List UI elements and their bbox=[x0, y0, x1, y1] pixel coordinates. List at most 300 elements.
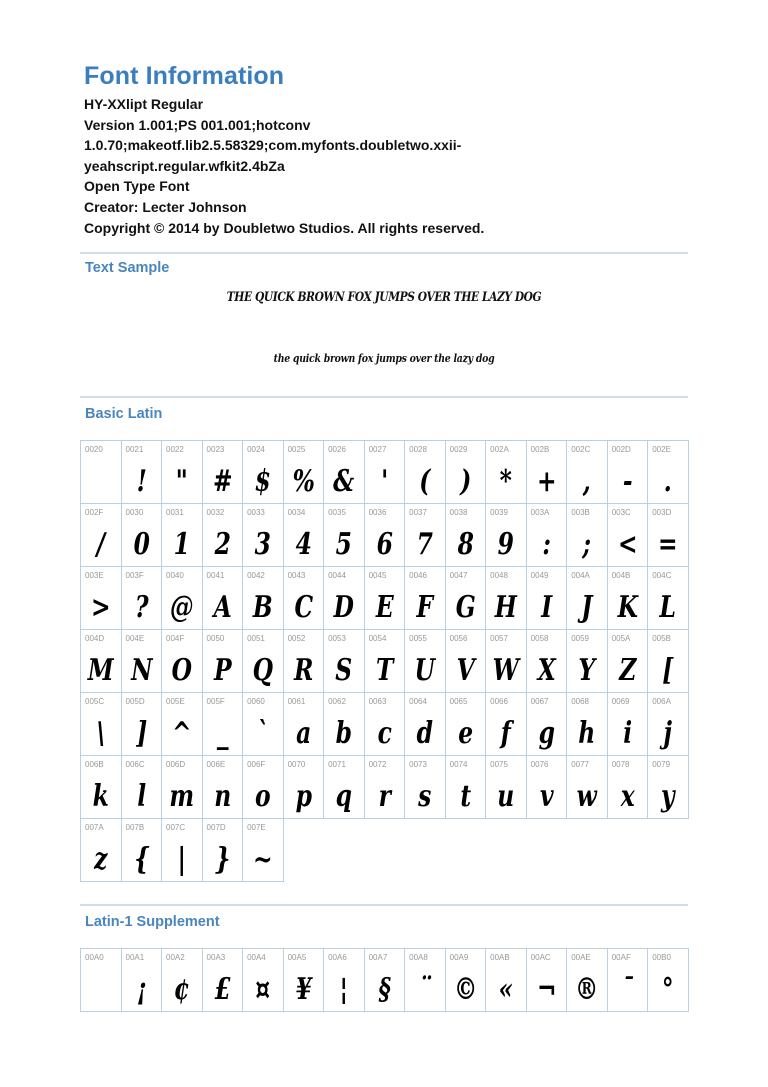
glyph-code: 002D bbox=[611, 445, 631, 454]
glyph-code: 00A9 bbox=[449, 953, 469, 962]
font-version-cont2: yeahscript.regular.wfkit2.4bZa bbox=[84, 157, 285, 174]
glyph-code: 002F bbox=[85, 508, 104, 517]
glyph-code: 00AE bbox=[571, 953, 591, 962]
glyph-cell bbox=[527, 504, 568, 567]
glyph-cell bbox=[81, 819, 122, 882]
glyph-cell bbox=[365, 949, 406, 1012]
glyph-sample: t bbox=[459, 779, 471, 814]
glyph-cell bbox=[527, 567, 568, 630]
glyph-code: 00A6 bbox=[328, 953, 347, 962]
glyph-sample: U bbox=[414, 653, 436, 688]
glyph-cell bbox=[486, 949, 527, 1012]
glyph-code: 0021 bbox=[125, 445, 144, 454]
glyph-cell bbox=[446, 949, 487, 1012]
glyph-sample: q bbox=[335, 779, 353, 814]
glyph-cell bbox=[81, 693, 122, 756]
glyph-code: 00AC bbox=[530, 953, 551, 962]
glyph-code: 0057 bbox=[490, 634, 508, 643]
glyph-sample: B bbox=[252, 590, 273, 625]
glyph-sample: m bbox=[169, 779, 195, 814]
glyph-code: 0040 bbox=[166, 571, 184, 580]
glyph-code: 0031 bbox=[166, 508, 184, 517]
glyph-code: 0063 bbox=[368, 697, 387, 706]
glyph-sample: 2 bbox=[214, 527, 231, 562]
glyph-code: 0064 bbox=[409, 697, 427, 706]
glyph-cell bbox=[608, 756, 649, 819]
sample-lowercase: the quick brown fox jumps over the lazy dog bbox=[273, 352, 495, 365]
glyph-sample: L bbox=[659, 590, 677, 625]
glyph-code: 0039 bbox=[490, 508, 508, 517]
glyph-code: 007A bbox=[85, 823, 104, 832]
glyph-sample: § bbox=[378, 972, 391, 1007]
glyph-sample: ° bbox=[662, 972, 674, 1007]
glyph-code: 004F bbox=[166, 634, 185, 643]
glyph-sample: ¯ bbox=[621, 972, 634, 1007]
glyph-cell bbox=[324, 567, 365, 630]
glyph-cell bbox=[162, 567, 203, 630]
glyph-cell bbox=[486, 693, 527, 756]
glyph-sample: ¢ bbox=[173, 972, 190, 1007]
glyph-code: 007B bbox=[125, 823, 145, 832]
glyph-sample: Q bbox=[252, 653, 274, 688]
glyph-sample: £ bbox=[214, 972, 231, 1007]
glyph-sample: ¥ bbox=[295, 972, 312, 1007]
glyph-sample: \ bbox=[96, 716, 106, 751]
glyph-cell bbox=[324, 630, 365, 693]
glyph-cell bbox=[203, 756, 244, 819]
section-heading-latin1: Latin-1 Supplement bbox=[85, 914, 220, 930]
glyph-cell bbox=[324, 441, 365, 504]
glyph-cell bbox=[405, 756, 446, 819]
glyph-cell bbox=[284, 949, 325, 1012]
glyph-sample: f bbox=[500, 716, 511, 751]
glyph-sample: N bbox=[130, 653, 152, 688]
glyph-sample: ¤ bbox=[255, 972, 271, 1007]
glyph-cell bbox=[122, 949, 163, 1012]
glyph-cell bbox=[567, 949, 608, 1012]
glyph-code: 0073 bbox=[409, 760, 427, 769]
glyph-code: 0050 bbox=[206, 634, 225, 643]
glyph-sample: } bbox=[214, 842, 230, 877]
glyph-cell bbox=[648, 567, 689, 630]
glyph-cell bbox=[122, 504, 163, 567]
glyph-code: 0076 bbox=[530, 760, 549, 769]
glyph-code: 00A2 bbox=[166, 953, 185, 962]
glyph-cell bbox=[527, 949, 568, 1012]
glyph-sample: { bbox=[133, 842, 149, 877]
glyph-sample: 1 bbox=[173, 527, 190, 562]
glyph-cell bbox=[243, 441, 284, 504]
glyph-cell bbox=[567, 693, 608, 756]
glyph-code: 0024 bbox=[247, 445, 265, 454]
glyph-sample: w bbox=[576, 779, 598, 814]
glyph-cell bbox=[486, 630, 527, 693]
glyph-code: 00AF bbox=[611, 953, 631, 962]
glyph-cell bbox=[365, 756, 406, 819]
glyph-cell bbox=[486, 504, 527, 567]
glyph-code: 00AB bbox=[490, 953, 510, 962]
glyph-cell bbox=[324, 756, 365, 819]
glyph-sample: E bbox=[375, 590, 394, 625]
glyph-sample: 5 bbox=[335, 527, 352, 562]
glyph-cell bbox=[567, 441, 608, 504]
font-version: Version 1.001;PS 001.001;hotconv bbox=[84, 116, 311, 133]
glyph-code: 0074 bbox=[449, 760, 468, 769]
glyph-sample: n bbox=[213, 779, 231, 814]
glyph-code: 0047 bbox=[449, 571, 468, 580]
glyph-cell bbox=[81, 630, 122, 693]
glyph-cell bbox=[405, 441, 446, 504]
glyph-code: 004D bbox=[85, 634, 105, 643]
glyph-sample: z bbox=[94, 842, 108, 877]
glyph-code: 003F bbox=[125, 571, 144, 580]
glyph-sample: ~ bbox=[253, 842, 273, 877]
font-version-cont: 1.0.70;makeotf.lib2.5.58329;com.myfonts.doubletwo.xxii- bbox=[84, 137, 462, 154]
glyph-sample: [ bbox=[662, 653, 674, 688]
glyph-sample: $ bbox=[254, 464, 271, 499]
glyph-sample: W bbox=[492, 653, 520, 688]
glyph-cell bbox=[81, 504, 122, 567]
glyph-code: 0046 bbox=[409, 571, 427, 580]
glyph-cell bbox=[608, 567, 649, 630]
divider bbox=[80, 904, 688, 906]
glyph-cell bbox=[405, 693, 446, 756]
glyph-code: 005F bbox=[206, 697, 225, 706]
glyph-sample: ® bbox=[575, 972, 599, 1007]
glyph-sample: S bbox=[335, 653, 353, 688]
glyph-code: 007D bbox=[206, 823, 226, 832]
glyph-sample: K bbox=[617, 590, 638, 625]
font-name: HY-XXlipt Regular bbox=[84, 96, 204, 112]
glyph-code: 0038 bbox=[449, 508, 468, 517]
glyph-sample: F bbox=[416, 590, 434, 625]
glyph-cell bbox=[446, 630, 487, 693]
glyph-cell bbox=[243, 693, 284, 756]
glyph-cell bbox=[203, 567, 244, 630]
glyph-sample: ' bbox=[380, 464, 388, 499]
glyph-cell bbox=[162, 949, 203, 1012]
glyph-sample: 8 bbox=[457, 527, 474, 562]
glyph-sample: < bbox=[617, 527, 638, 562]
glyph-sample: O bbox=[171, 653, 192, 688]
glyph-sample: b bbox=[335, 716, 353, 751]
glyph-sample: c bbox=[377, 716, 392, 751]
glyph-code: 002B bbox=[530, 445, 550, 454]
glyph-code: 0070 bbox=[287, 760, 306, 769]
glyph-sample: & bbox=[333, 464, 355, 499]
glyph-sample: X bbox=[537, 653, 556, 688]
glyph-code: 0062 bbox=[328, 697, 346, 706]
glyph-sample: x bbox=[620, 779, 635, 814]
glyph-sample: ^ bbox=[171, 716, 192, 751]
glyph-code: 0069 bbox=[611, 697, 630, 706]
glyph-cell bbox=[122, 756, 163, 819]
glyph-code: 0028 bbox=[409, 445, 427, 454]
section-heading-text-sample: Text Sample bbox=[85, 260, 170, 276]
glyph-sample: e bbox=[457, 716, 473, 751]
glyph-sample: o bbox=[255, 779, 271, 814]
glyph-code: 0025 bbox=[287, 445, 306, 454]
glyph-cell bbox=[284, 630, 325, 693]
glyph-code: 00A0 bbox=[85, 953, 104, 962]
glyph-sample: a bbox=[295, 716, 311, 751]
glyph-sample: s bbox=[418, 779, 432, 814]
glyph-cell bbox=[203, 630, 244, 693]
font-type: Open Type Font bbox=[84, 178, 190, 195]
glyph-code: 002C bbox=[571, 445, 591, 454]
glyph-code: 0079 bbox=[652, 760, 671, 769]
glyph-sample: _ bbox=[216, 716, 229, 751]
glyph-cell bbox=[122, 567, 163, 630]
glyph-sample: H bbox=[494, 590, 517, 625]
glyph-code: 00A4 bbox=[247, 953, 266, 962]
glyph-code: 0068 bbox=[571, 697, 589, 706]
glyph-cell bbox=[243, 949, 284, 1012]
glyph-sample: " bbox=[175, 464, 188, 499]
glyph-code: 003A bbox=[530, 508, 550, 517]
glyph-cell bbox=[162, 441, 203, 504]
glyph-code: 0071 bbox=[328, 760, 346, 769]
glyph-cell bbox=[648, 693, 689, 756]
glyph-code: 007E bbox=[247, 823, 266, 832]
glyph-code: 004A bbox=[571, 571, 590, 580]
glyph-sample: J bbox=[581, 590, 593, 625]
glyph-sample: 7 bbox=[416, 527, 434, 562]
glyph-code: 00A8 bbox=[409, 953, 428, 962]
glyph-cell bbox=[608, 630, 649, 693]
glyph-cell bbox=[284, 504, 325, 567]
glyph-code: 0033 bbox=[247, 508, 265, 517]
glyph-code: 00A7 bbox=[368, 953, 388, 962]
glyph-code: 0020 bbox=[85, 445, 103, 454]
glyph-code: 0061 bbox=[287, 697, 306, 706]
glyph-cell bbox=[243, 567, 284, 630]
glyph-cell bbox=[365, 504, 406, 567]
glyph-cell bbox=[608, 693, 649, 756]
glyph-sample: 9 bbox=[497, 527, 515, 562]
glyph-cell bbox=[446, 693, 487, 756]
glyph-sample: © bbox=[453, 972, 478, 1007]
glyph-code: 005A bbox=[611, 634, 631, 643]
glyph-cell bbox=[527, 630, 568, 693]
glyph-cell bbox=[81, 441, 122, 504]
glyph-code: 007C bbox=[166, 823, 186, 832]
glyph-cell bbox=[648, 504, 689, 567]
glyph-code: 006E bbox=[206, 760, 226, 769]
glyph-code: 0026 bbox=[328, 445, 346, 454]
glyph-cell bbox=[122, 819, 163, 882]
glyph-code: 006B bbox=[85, 760, 104, 769]
divider bbox=[80, 252, 688, 254]
glyph-cell bbox=[284, 441, 325, 504]
glyph-sample: g bbox=[538, 716, 555, 751]
glyph-sample: ) bbox=[459, 464, 471, 499]
glyph-cell bbox=[203, 949, 244, 1012]
glyph-code: 0072 bbox=[368, 760, 387, 769]
glyph-cell bbox=[527, 756, 568, 819]
glyph-sample: ; bbox=[582, 527, 592, 562]
glyph-code: 003B bbox=[571, 508, 590, 517]
glyph-code: 003E bbox=[85, 571, 104, 580]
glyph-sample: ? bbox=[134, 590, 149, 625]
glyph-code: 0077 bbox=[571, 760, 589, 769]
glyph-cell bbox=[608, 441, 649, 504]
glyph-cell bbox=[567, 504, 608, 567]
glyph-sample: A bbox=[213, 590, 232, 625]
glyph-cell bbox=[162, 504, 203, 567]
glyph-sample: # bbox=[212, 464, 233, 499]
glyph-sample: p bbox=[295, 779, 312, 814]
glyph-code: 003D bbox=[652, 508, 672, 517]
glyph-code: 002E bbox=[652, 445, 671, 454]
glyph-cell bbox=[527, 693, 568, 756]
glyph-cell bbox=[567, 756, 608, 819]
glyph-sample: : bbox=[542, 527, 551, 562]
glyph-sample: - bbox=[622, 464, 633, 499]
glyph-sample: R bbox=[293, 653, 314, 688]
glyph-sample: , bbox=[582, 464, 592, 499]
glyph-code: 0041 bbox=[206, 571, 225, 580]
glyph-cell bbox=[405, 567, 446, 630]
section-heading-basic-latin: Basic Latin bbox=[85, 406, 163, 422]
glyph-cell bbox=[405, 630, 446, 693]
glyph-cell bbox=[122, 630, 163, 693]
glyph-cell bbox=[203, 441, 244, 504]
glyph-sample: | bbox=[177, 842, 187, 877]
glyph-code: 006A bbox=[652, 697, 671, 706]
glyph-cell bbox=[81, 949, 122, 1012]
glyph-cell bbox=[284, 693, 325, 756]
glyph-code: 0030 bbox=[125, 508, 144, 517]
glyph-code: 005C bbox=[85, 697, 105, 706]
glyph-cell bbox=[324, 693, 365, 756]
glyph-cell bbox=[324, 504, 365, 567]
glyph-cell bbox=[243, 756, 284, 819]
glyph-code: 0023 bbox=[206, 445, 225, 454]
glyph-code: 004B bbox=[611, 571, 631, 580]
sample-uppercase: THE QUICK BROWN FOX JUMPS OVER THE LAZY DOG bbox=[226, 290, 542, 305]
glyph-sample: D bbox=[333, 590, 354, 625]
glyph-cell bbox=[365, 441, 406, 504]
glyph-sample: ¨ bbox=[419, 972, 431, 1007]
glyph-sample: ¦ bbox=[339, 972, 349, 1007]
glyph-sample: l bbox=[136, 779, 146, 814]
glyph-cell bbox=[365, 693, 406, 756]
glyph-sample: + bbox=[536, 464, 557, 499]
glyph-sample: 6 bbox=[376, 527, 393, 562]
glyph-code: 0053 bbox=[328, 634, 346, 643]
glyph-cell bbox=[122, 441, 163, 504]
glyph-sample: I bbox=[540, 590, 552, 625]
glyph-code: 0052 bbox=[287, 634, 306, 643]
glyph-sample: 0 bbox=[133, 527, 150, 562]
glyph-cell bbox=[365, 567, 406, 630]
glyph-sample: @ bbox=[170, 590, 194, 625]
glyph-cell bbox=[527, 441, 568, 504]
glyph-sample: ( bbox=[419, 464, 431, 499]
glyph-code: 0048 bbox=[490, 571, 508, 580]
glyph-code: 0022 bbox=[166, 445, 184, 454]
glyph-cell bbox=[122, 693, 163, 756]
glyph-code: 006C bbox=[125, 760, 145, 769]
glyph-code: 00A3 bbox=[206, 953, 226, 962]
glyph-cell bbox=[365, 630, 406, 693]
glyph-code: 005D bbox=[125, 697, 145, 706]
glyph-sample: d bbox=[416, 716, 434, 751]
font-creator: Creator: Lecter Johnson bbox=[84, 198, 247, 215]
glyph-sample: v bbox=[539, 779, 554, 814]
glyph-sample: / bbox=[96, 527, 106, 562]
glyph-sample: ` bbox=[256, 716, 269, 751]
glyph-code: 0067 bbox=[530, 697, 549, 706]
glyph-cell bbox=[405, 949, 446, 1012]
glyph-code: 0066 bbox=[490, 697, 508, 706]
glyph-cell bbox=[608, 504, 649, 567]
glyph-cell bbox=[162, 756, 203, 819]
glyph-sample: > bbox=[90, 590, 111, 625]
glyph-code: 0032 bbox=[206, 508, 225, 517]
glyph-code: 0037 bbox=[409, 508, 427, 517]
glyph-sample: Z bbox=[618, 653, 636, 688]
glyph-code: 003C bbox=[611, 508, 631, 517]
glyph-code: 0075 bbox=[490, 760, 508, 769]
glyph-sample: ¬ bbox=[536, 972, 557, 1007]
glyph-code: 0036 bbox=[368, 508, 387, 517]
glyph-sample: ¡ bbox=[136, 972, 147, 1007]
glyph-code: 0042 bbox=[247, 571, 265, 580]
glyph-cell bbox=[243, 819, 284, 882]
glyph-sample: h bbox=[578, 716, 596, 751]
glyph-code: 0065 bbox=[449, 697, 468, 706]
glyph-code: 00A5 bbox=[287, 953, 307, 962]
glyph-code: 0035 bbox=[328, 508, 346, 517]
glyph-cell bbox=[162, 693, 203, 756]
glyph-cell bbox=[648, 630, 689, 693]
glyph-sample: M bbox=[87, 653, 114, 688]
glyph-cell bbox=[81, 756, 122, 819]
glyph-grid-basic-latin bbox=[80, 440, 689, 882]
glyph-sample: ] bbox=[135, 716, 147, 751]
divider bbox=[80, 396, 688, 398]
glyph-cell bbox=[446, 504, 487, 567]
glyph-code: 00B0 bbox=[652, 953, 671, 962]
glyph-code: 0078 bbox=[611, 760, 630, 769]
glyph-sample: V bbox=[456, 653, 475, 688]
glyph-cell bbox=[567, 630, 608, 693]
glyph-code: 002A bbox=[490, 445, 509, 454]
glyph-cell bbox=[608, 949, 649, 1012]
glyph-cell bbox=[203, 819, 244, 882]
glyph-code: 004E bbox=[125, 634, 145, 643]
glyph-code: 0054 bbox=[368, 634, 387, 643]
glyph-code: 0029 bbox=[449, 445, 468, 454]
glyph-code: 0060 bbox=[247, 697, 265, 706]
glyph-cell bbox=[446, 441, 487, 504]
glyph-code: 00A1 bbox=[125, 953, 145, 962]
glyph-sample: « bbox=[498, 972, 514, 1007]
glyph-code: 005E bbox=[166, 697, 185, 706]
glyph-code: 0059 bbox=[571, 634, 589, 643]
glyph-cell bbox=[486, 567, 527, 630]
glyph-cell bbox=[486, 756, 527, 819]
glyph-sample: T bbox=[375, 653, 394, 688]
glyph-cell bbox=[81, 567, 122, 630]
glyph-cell bbox=[446, 567, 487, 630]
glyph-cell bbox=[486, 441, 527, 504]
glyph-sample: y bbox=[661, 779, 675, 814]
glyph-sample: j bbox=[663, 716, 673, 751]
glyph-cell bbox=[203, 504, 244, 567]
